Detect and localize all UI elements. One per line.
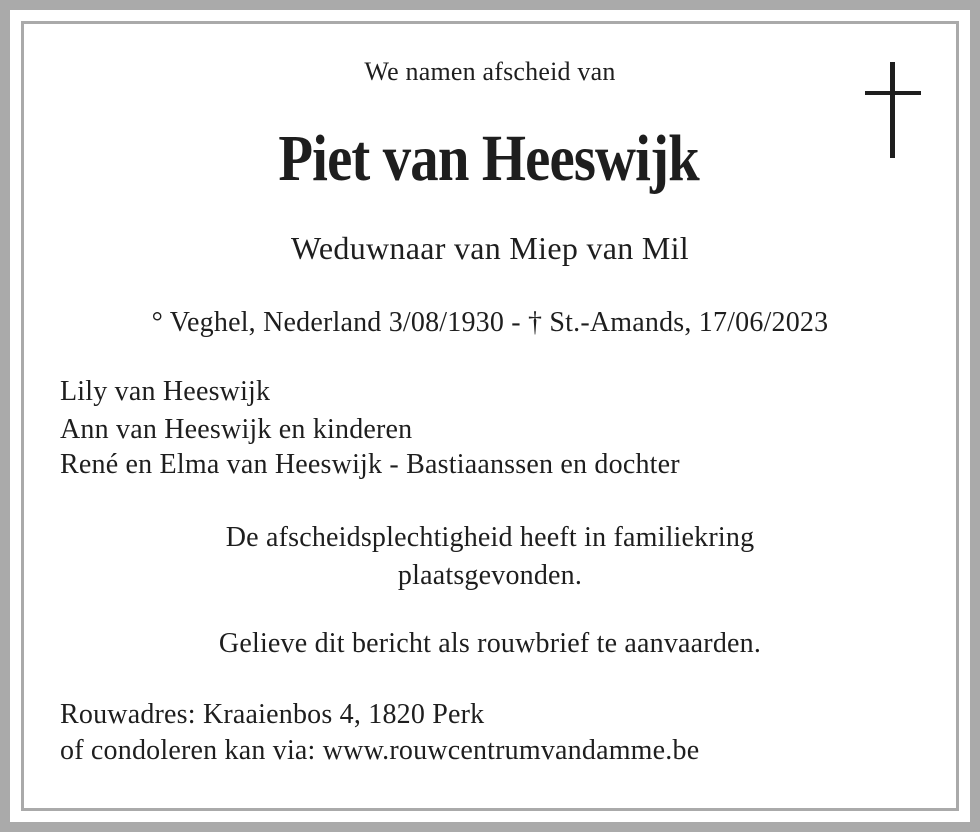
family-member: Ann van Heeswijk en kinderen (60, 414, 413, 445)
condolence-text: of condoleren kan via: www.rouwcentrumvandamme.be (60, 735, 700, 766)
family-member: Lily van Heeswijk (60, 376, 271, 407)
family-member: René en Elma van Heeswijk - Bastiaanssen en dochter (60, 449, 680, 480)
birth-death-dates: ° Veghel, Nederland 3/08/1930 - † St.-Amands, 17/06/2023 (151, 307, 829, 338)
ceremony-text-line: plaatsgevonden. (397, 560, 583, 591)
intro-text: We namen afscheid van (364, 57, 616, 86)
ceremony-text-line: De afscheidsplechtigheid heeft in familiekring (225, 522, 755, 553)
address-text: Rouwadres: Kraaienbos 4, 1820 Perk (60, 699, 485, 730)
request-text: Gelieve dit bericht als rouwbrief te aanvaarden. (218, 628, 762, 659)
widower-line: Weduwnaar van Miep van Mil (290, 230, 689, 266)
deceased-name: Piet van Heeswijk (278, 122, 699, 195)
